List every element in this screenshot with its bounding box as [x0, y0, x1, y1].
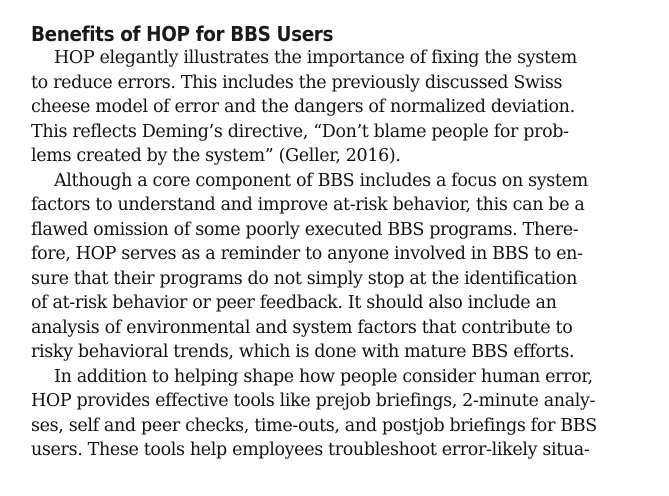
text-line: In addition to helping shape how people consider human error,: [54, 366, 593, 387]
text-line: of at-risk behavior or peer feedback. It should also include an: [31, 293, 557, 313]
text-line: sure that their programs do not simply stop at the identification: [31, 268, 578, 289]
text-line: analysis of environmental and system factors that contribute to: [31, 317, 573, 338]
section-body: [31, 46, 641, 463]
section-heading: Benefits of HOP for BBS Users: [31, 22, 334, 46]
text-line: This reflects Deming’s directive, “Don’t blame people for prob-: [31, 121, 569, 142]
paragraph: [31, 365, 641, 463]
text-line: Although a core component of BBS includes a focus on system: [54, 170, 588, 191]
text-line: risky behavioral trends, which is done with mature BBS efforts.: [31, 342, 575, 362]
text-line: HOP provides effective tools like prejob briefings, 2-minute analy-: [31, 391, 596, 411]
text-line: lems created by the system” (Geller, 2016).: [31, 146, 401, 166]
text-line: HOP elegantly illustrates the importance of fixing the system: [54, 48, 577, 68]
text-line: ses, self and peer checks, time-outs, and postjob briefings for BBS: [31, 415, 597, 436]
text-line: fore, HOP serves as a reminder to anyone involved in BBS to en-: [31, 244, 583, 264]
text-line: cheese model of error and the dangers of normalized deviation.: [31, 97, 575, 117]
text-line: to reduce errors. This includes the previously discussed Swiss: [31, 72, 563, 93]
text-line: flawed omission of some poorly executed BBS programs. There-: [31, 219, 579, 240]
text-line: factors to understand and improve at-risk behavior, this can be a: [31, 195, 585, 215]
document-page: [31, 22, 641, 463]
text-line: users. These tools help employees troubleshoot error-likely situa-: [31, 440, 590, 460]
paragraph: [31, 46, 641, 169]
paragraph: [31, 169, 641, 365]
